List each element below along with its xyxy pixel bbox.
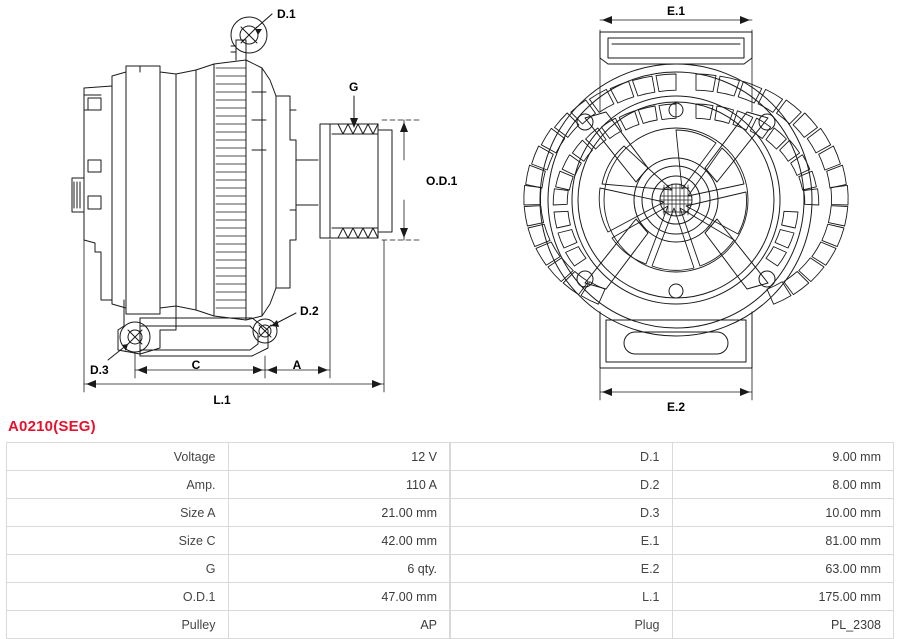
label-l1: L.1 <box>213 393 231 408</box>
spec-value: 21.00 mm <box>228 499 450 527</box>
table-row <box>451 611 894 639</box>
table-row <box>451 555 894 583</box>
table-row <box>7 611 450 639</box>
spec-value: 10.00 mm <box>672 499 894 527</box>
front-view-group <box>524 16 848 400</box>
spec-label: D.1 <box>451 443 673 471</box>
table-row <box>7 583 450 611</box>
spec-label: O.D.1 <box>7 583 229 611</box>
spec-label: Plug <box>451 611 673 639</box>
label-e2: E.2 <box>666 400 686 415</box>
spec-value: AP <box>228 611 450 639</box>
spec-value: 42.00 mm <box>228 527 450 555</box>
spec-label: E.2 <box>451 555 673 583</box>
table-row <box>451 443 894 471</box>
label-a: A <box>292 358 302 373</box>
label-e1: E.1 <box>666 4 686 19</box>
d1-bolt-detail <box>231 14 272 53</box>
spec-value: 175.00 mm <box>672 583 894 611</box>
spec-label: Amp. <box>7 471 229 499</box>
table-row <box>7 443 450 471</box>
spec-value: 47.00 mm <box>228 583 450 611</box>
spec-label: G <box>7 555 229 583</box>
table-row <box>7 499 450 527</box>
d2-leader <box>271 313 296 327</box>
spec-value: 81.00 mm <box>672 527 894 555</box>
table-row <box>7 555 450 583</box>
spec-label: Size C <box>7 527 229 555</box>
label-g: G <box>349 80 359 95</box>
label-c: C <box>191 358 201 373</box>
spec-value: PL_2308 <box>672 611 894 639</box>
g-leader <box>350 96 358 128</box>
specifications-tables <box>6 442 894 639</box>
table-row <box>451 499 894 527</box>
table-row <box>451 527 894 555</box>
od1-dimension <box>382 120 420 240</box>
side-view-group <box>72 14 420 392</box>
spec-label: D.3 <box>451 499 673 527</box>
label-d1: D.1 <box>277 7 296 22</box>
label-d2: D.2 <box>300 304 319 319</box>
spec-table-left <box>6 442 450 639</box>
spec-value: 12 V <box>228 443 450 471</box>
spec-label: E.1 <box>451 527 673 555</box>
mounting-bracket <box>118 300 277 356</box>
l1-dimension <box>84 240 384 392</box>
spec-value: 63.00 mm <box>672 555 894 583</box>
spec-value: 8.00 mm <box>672 471 894 499</box>
spec-value: 110 A <box>228 471 450 499</box>
spec-label: Voltage <box>7 443 229 471</box>
spec-label: Size A <box>7 499 229 527</box>
spec-label: L.1 <box>451 583 673 611</box>
part-number-title: A0210(SEG) <box>8 418 96 435</box>
table-row <box>451 583 894 611</box>
table-row <box>7 471 450 499</box>
spec-label: Pulley <box>7 611 229 639</box>
spec-value: 6 qty. <box>228 555 450 583</box>
label-od1: O.D.1 <box>426 174 458 189</box>
table-row <box>7 527 450 555</box>
label-d3: D.3 <box>90 363 109 378</box>
spec-value: 9.00 mm <box>672 443 894 471</box>
spec-table-right <box>450 442 894 639</box>
spec-label: D.2 <box>451 471 673 499</box>
pulley-detail <box>320 124 392 238</box>
table-row <box>451 471 894 499</box>
